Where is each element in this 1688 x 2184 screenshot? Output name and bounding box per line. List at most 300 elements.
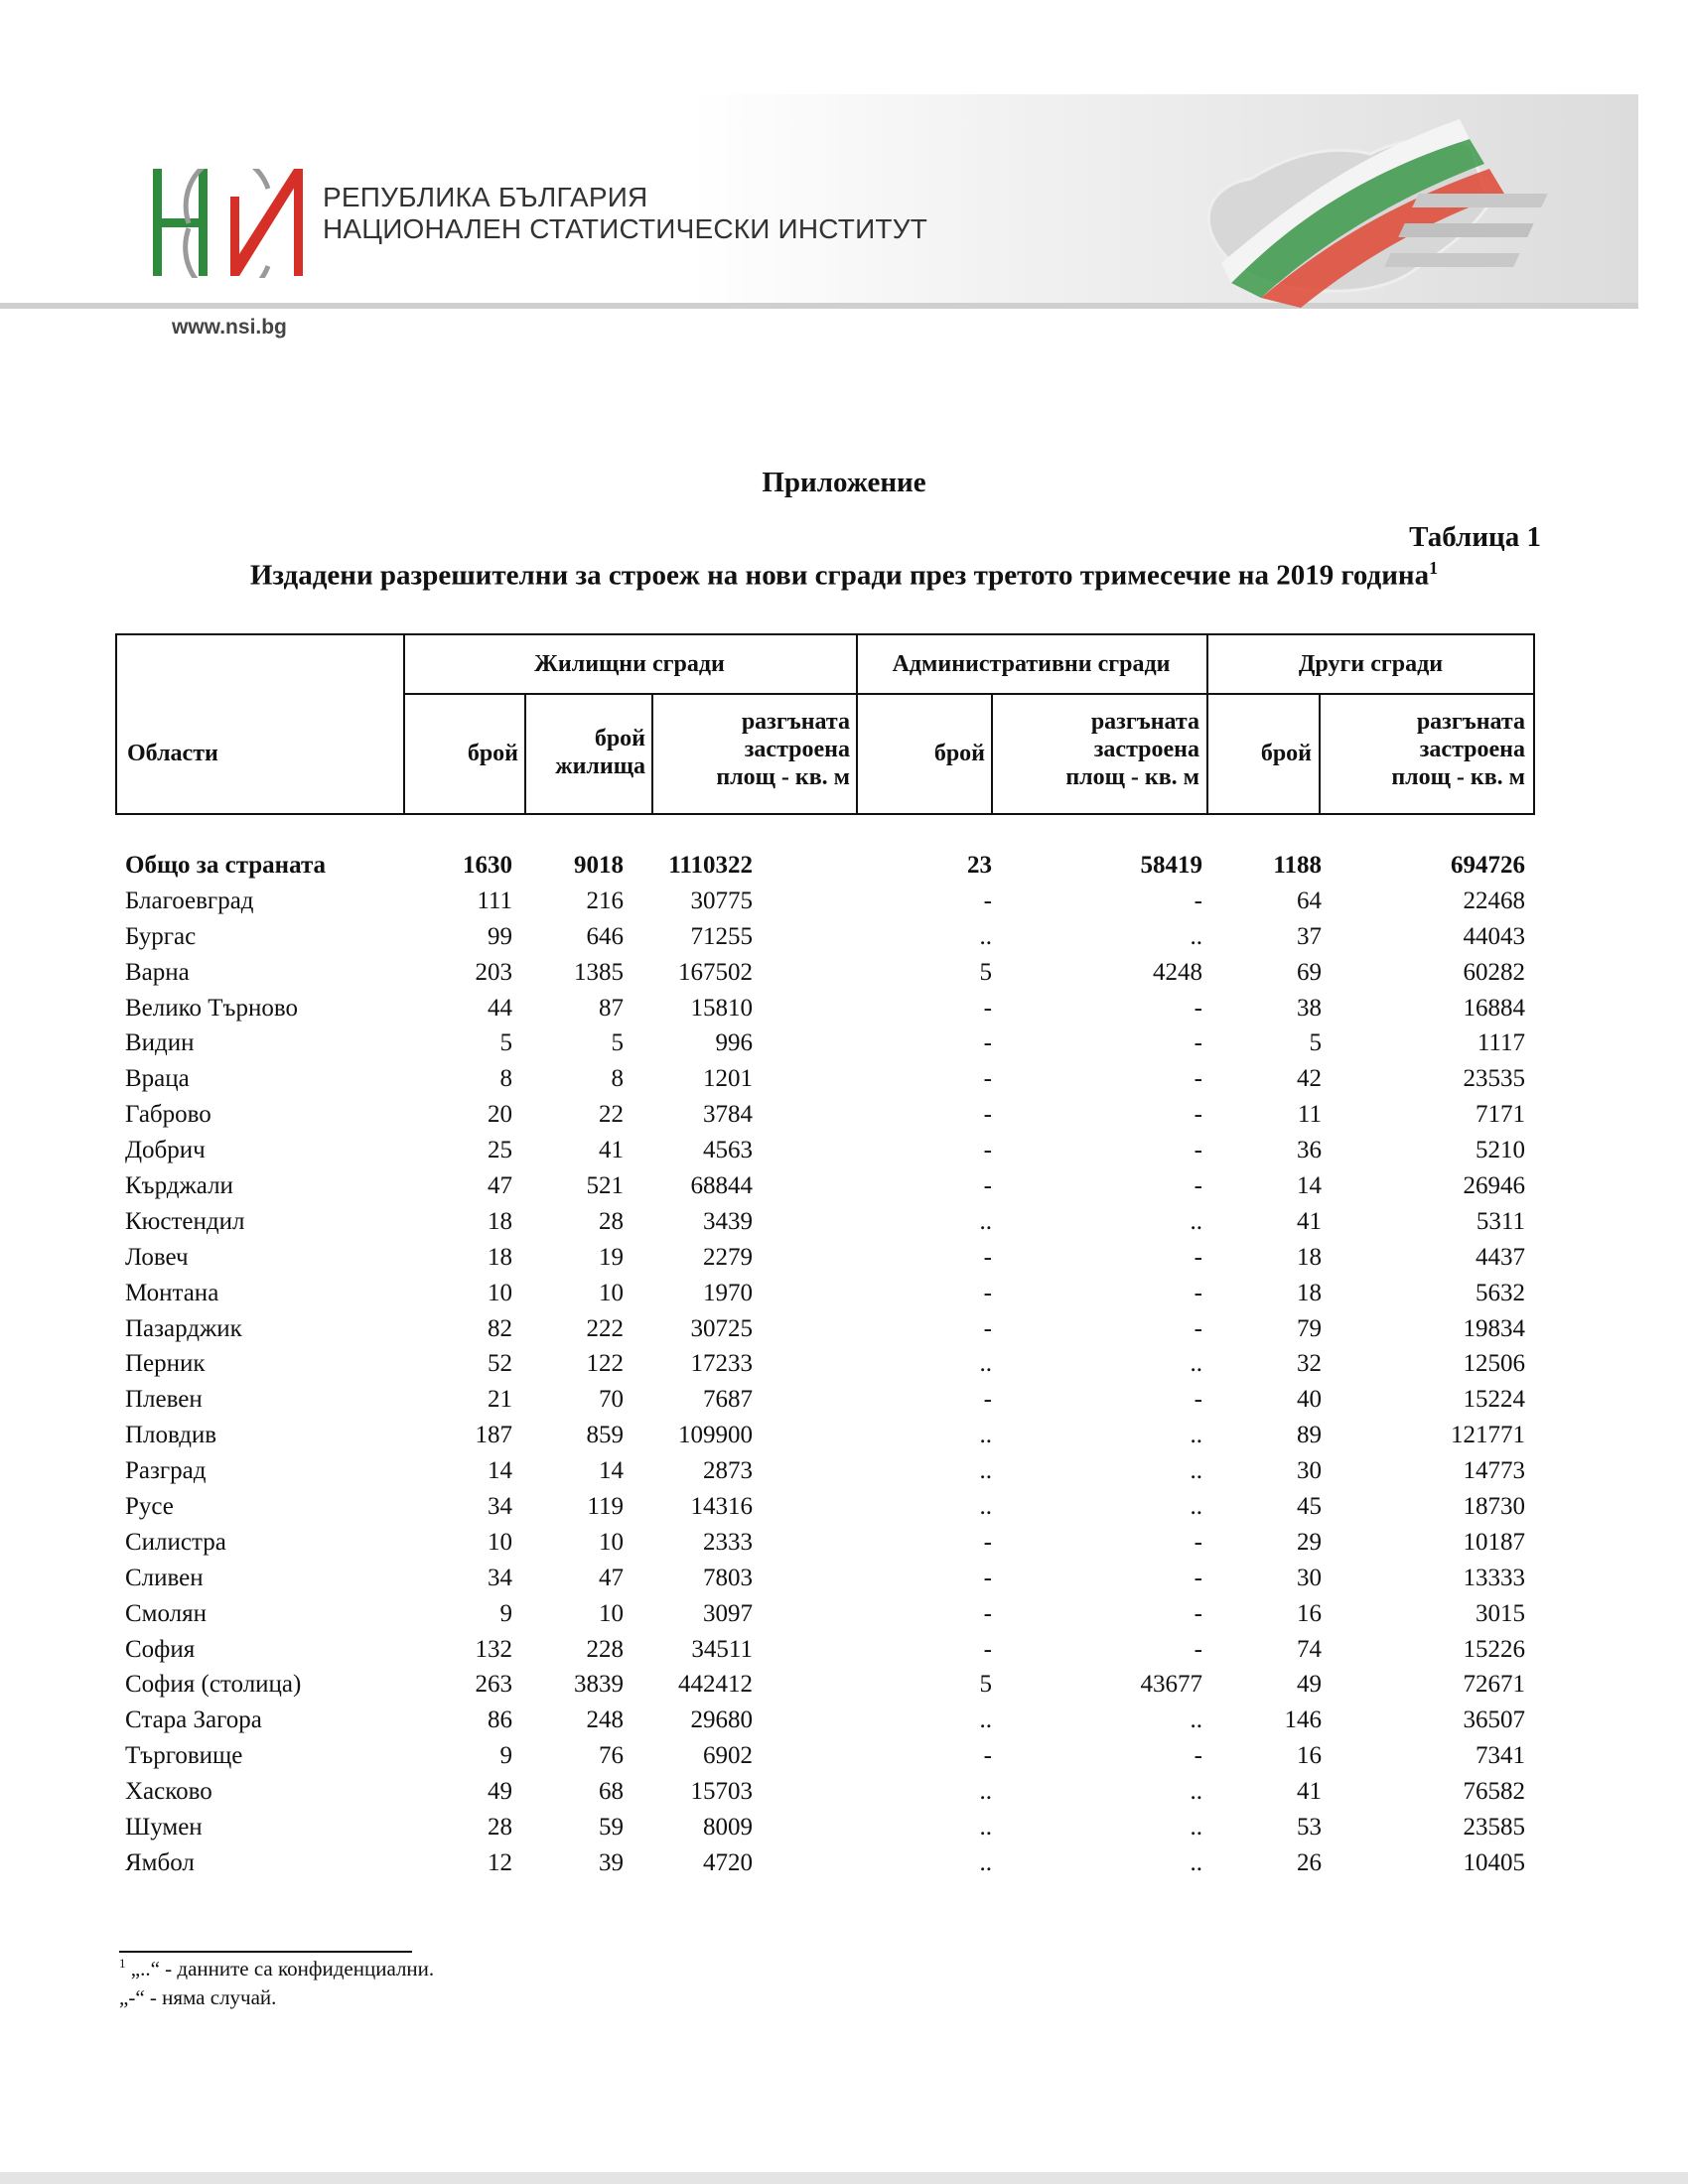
cell-region: Благоевград <box>125 887 254 914</box>
cell-oth-area: 1117 <box>1477 1029 1525 1057</box>
cell-res-count: 132 <box>475 1635 512 1663</box>
cell-oth-area: 5210 <box>1476 1137 1525 1164</box>
cell-oth-area: 694726 <box>1451 852 1525 879</box>
cell-region: Търговище <box>125 1742 243 1770</box>
cell-adm-count: - <box>983 887 992 914</box>
cell-res-count: 111 <box>477 887 512 914</box>
cell-oth-area: 7341 <box>1476 1742 1525 1770</box>
cell-adm-count: .. <box>979 1493 992 1521</box>
footnote-1 <box>119 1956 434 1981</box>
table-row <box>115 1346 1535 1382</box>
cell-adm-count: - <box>983 1386 992 1414</box>
cell-adm-area: .. <box>1190 1457 1202 1485</box>
cell-res-count: 49 <box>488 1778 512 1806</box>
cell-res-dwellings: 47 <box>599 1564 624 1591</box>
cell-oth-count: 40 <box>1297 1386 1322 1414</box>
cell-adm-area: - <box>1194 1172 1202 1200</box>
cell-res-dwellings: 59 <box>599 1814 624 1842</box>
cell-res-area: 3439 <box>703 1207 753 1235</box>
header-oth-area-line2: застроена <box>1419 737 1525 762</box>
cell-adm-count: .. <box>979 1778 992 1806</box>
footnote-2: „-“ - няма случай. <box>119 1985 277 2009</box>
cell-adm-area: 58419 <box>1140 852 1202 879</box>
cell-res-count: 52 <box>488 1350 512 1378</box>
cell-region: Видин <box>125 1029 195 1057</box>
cell-region: Общо за страната <box>125 852 327 879</box>
cell-res-count: 25 <box>488 1137 512 1164</box>
cell-region: Перник <box>125 1350 206 1378</box>
table-title-footnote-mark: 1 <box>1429 558 1439 578</box>
cell-region: София (столица) <box>125 1671 302 1699</box>
cell-res-dwellings: 646 <box>586 922 624 950</box>
header-adm-area <box>991 708 1199 791</box>
cell-res-area: 3784 <box>703 1101 753 1129</box>
cell-oth-count: 69 <box>1297 958 1322 986</box>
cell-oth-count: 16 <box>1297 1742 1322 1770</box>
cell-res-area: 34511 <box>691 1635 753 1663</box>
cell-oth-area: 12506 <box>1463 1350 1525 1378</box>
cell-oth-count: 1188 <box>1273 852 1322 879</box>
cell-oth-count: 53 <box>1297 1814 1322 1842</box>
table-row <box>115 1703 1535 1738</box>
cell-region: Бургас <box>125 922 197 950</box>
cell-oth-count: 79 <box>1297 1314 1322 1342</box>
cell-oth-area: 26946 <box>1463 1172 1525 1200</box>
cell-oth-count: 11 <box>1297 1101 1322 1129</box>
table-row <box>115 884 1535 919</box>
cell-region: Плевен <box>125 1386 203 1414</box>
cell-res-count: 1630 <box>463 852 512 879</box>
cell-res-dwellings: 119 <box>587 1493 624 1521</box>
cell-res-dwellings: 859 <box>586 1422 624 1449</box>
table-row <box>115 1453 1535 1489</box>
cell-adm-area: 4248 <box>1153 958 1202 986</box>
cell-res-dwellings: 70 <box>599 1386 624 1414</box>
cell-region: София <box>125 1635 196 1663</box>
cell-oth-count: 64 <box>1297 887 1322 914</box>
cell-adm-area: - <box>1194 1065 1202 1093</box>
cell-res-area: 6902 <box>703 1742 753 1770</box>
cell-oth-area: 121771 <box>1451 1422 1525 1449</box>
cell-region: Габрово <box>125 1101 211 1129</box>
cell-oth-area: 18730 <box>1463 1493 1525 1521</box>
cell-adm-area: .. <box>1190 1778 1202 1806</box>
cell-adm-count: - <box>983 1065 992 1093</box>
cell-oth-count: 41 <box>1297 1778 1322 1806</box>
header-res-dwellings <box>524 725 645 780</box>
table-row <box>115 1489 1535 1525</box>
cell-adm-area: - <box>1194 1101 1202 1129</box>
header-adm-area-line1: разгъната <box>1090 709 1199 735</box>
cell-region: Велико Търново <box>125 994 298 1022</box>
cell-res-dwellings: 39 <box>599 1848 624 1876</box>
cell-oth-count: 38 <box>1297 994 1322 1022</box>
cell-adm-area: - <box>1194 1599 1202 1627</box>
cell-adm-count: - <box>983 1564 992 1591</box>
cell-adm-count: .. <box>979 1207 992 1235</box>
cell-oth-count: 5 <box>1309 1029 1322 1057</box>
cell-res-area: 71255 <box>690 922 753 950</box>
cell-oth-area: 15224 <box>1463 1386 1525 1414</box>
cell-res-count: 187 <box>475 1422 512 1449</box>
cell-res-count: 14 <box>488 1457 512 1485</box>
cell-adm-area: .. <box>1190 1422 1202 1449</box>
table-row <box>115 1667 1535 1703</box>
cell-adm-count: - <box>983 1314 992 1342</box>
cell-adm-area: 43677 <box>1140 1671 1202 1699</box>
footnote-1-text: „..“ - данните са конфиденциални. <box>130 1957 435 1980</box>
cell-res-area: 30775 <box>690 887 753 914</box>
nsi-logo-icon <box>149 169 318 278</box>
table-row <box>115 1632 1535 1668</box>
header-group-other: Други сгради <box>1298 651 1444 677</box>
table-row <box>115 1774 1535 1810</box>
cell-res-area: 17233 <box>690 1350 753 1378</box>
table-row <box>115 1061 1535 1097</box>
cell-oth-area: 22468 <box>1463 887 1525 914</box>
cell-adm-count: .. <box>979 1706 992 1734</box>
header-oth-area-line1: разгъната <box>1416 709 1525 735</box>
cell-res-count: 9 <box>499 1742 512 1770</box>
cell-res-count: 21 <box>488 1386 512 1414</box>
cell-region: Ямбол <box>125 1848 195 1876</box>
header-oth-count: брой <box>1260 741 1312 766</box>
cell-res-dwellings: 9018 <box>574 852 624 879</box>
cell-adm-area: .. <box>1190 1493 1202 1521</box>
cell-oth-count: 45 <box>1297 1493 1322 1521</box>
table-body <box>115 848 1535 1881</box>
table-row <box>115 1382 1535 1418</box>
cell-adm-count: .. <box>979 1814 992 1842</box>
table-row <box>115 1596 1535 1632</box>
cell-oth-count: 32 <box>1297 1350 1322 1378</box>
cell-adm-area: - <box>1194 1029 1202 1057</box>
cell-adm-area: - <box>1194 1564 1202 1591</box>
cell-oth-area: 13333 <box>1463 1564 1525 1591</box>
cell-adm-count: 5 <box>979 958 992 986</box>
header-res-area-line2: застроена <box>744 737 850 762</box>
cell-adm-area: - <box>1194 887 1202 914</box>
table-row <box>115 991 1535 1026</box>
cell-oth-count: 74 <box>1297 1635 1322 1663</box>
cell-region: Варна <box>125 958 190 986</box>
cell-region: Добрич <box>125 1137 206 1164</box>
cell-oth-area: 23585 <box>1463 1814 1525 1842</box>
cell-region: Сливен <box>125 1564 204 1591</box>
cell-adm-count: - <box>983 1137 992 1164</box>
header-oth-area <box>1319 708 1525 791</box>
cell-adm-count: 23 <box>967 852 992 879</box>
cell-res-dwellings: 3839 <box>574 1671 624 1699</box>
cell-region: Пловдив <box>125 1422 217 1449</box>
cell-res-count: 12 <box>488 1848 512 1876</box>
table-row <box>115 1168 1535 1204</box>
cell-res-area: 2333 <box>703 1528 753 1556</box>
table-title <box>0 558 1688 593</box>
table-row <box>115 1133 1535 1168</box>
cell-res-dwellings: 248 <box>586 1706 624 1734</box>
cell-adm-count: - <box>983 1279 992 1306</box>
cell-oth-area: 4437 <box>1476 1243 1525 1271</box>
cell-res-count: 10 <box>488 1279 512 1306</box>
table-title-text: Издадени разрешителни за строеж на нови сгради през третото тримесечие на 2019 година <box>249 559 1430 592</box>
cell-oth-count: 49 <box>1297 1671 1322 1699</box>
cell-adm-area: .. <box>1190 1207 1202 1235</box>
cell-res-count: 34 <box>488 1564 512 1591</box>
cell-res-dwellings: 14 <box>599 1457 624 1485</box>
bulgaria-map-icon <box>1142 84 1638 313</box>
cell-res-dwellings: 10 <box>599 1528 624 1556</box>
cell-oth-count: 146 <box>1284 1706 1322 1734</box>
cell-adm-area: - <box>1194 1635 1202 1663</box>
cell-res-area: 4563 <box>703 1137 753 1164</box>
cell-res-count: 82 <box>488 1314 512 1342</box>
cell-region: Силистра <box>125 1528 226 1556</box>
cell-res-area: 167502 <box>678 958 753 986</box>
cell-oth-count: 41 <box>1297 1207 1322 1235</box>
cell-oth-area: 23535 <box>1463 1065 1525 1093</box>
cell-res-dwellings: 216 <box>586 887 624 914</box>
cell-adm-area: - <box>1194 1243 1202 1271</box>
cell-oth-area: 5632 <box>1476 1279 1525 1306</box>
cell-res-area: 1201 <box>703 1065 753 1093</box>
table-row <box>115 1561 1535 1596</box>
organization-name <box>323 182 927 245</box>
cell-res-area: 109900 <box>678 1422 753 1449</box>
cell-oth-count: 18 <box>1297 1243 1322 1271</box>
cell-res-dwellings: 5 <box>611 1029 624 1057</box>
cell-oth-area: 15226 <box>1463 1635 1525 1663</box>
table-row <box>115 1025 1535 1061</box>
cell-res-area: 1970 <box>703 1279 753 1306</box>
cell-res-area: 7687 <box>703 1386 753 1414</box>
cell-res-dwellings: 41 <box>599 1137 624 1164</box>
cell-region: Пазарджик <box>125 1314 242 1342</box>
header-group-administrative: Административни сгради <box>892 651 1171 677</box>
cell-region: Хасково <box>125 1778 212 1806</box>
table-row-total <box>115 848 1535 884</box>
table-row <box>115 1240 1535 1276</box>
cell-res-dwellings: 22 <box>599 1101 624 1129</box>
table-row <box>115 1311 1535 1347</box>
cell-res-dwellings: 228 <box>586 1635 624 1663</box>
cell-adm-count: - <box>983 1599 992 1627</box>
cell-res-area: 442412 <box>678 1671 753 1699</box>
header-res-area-line3: площ - кв. м <box>716 764 850 790</box>
cell-adm-area: - <box>1194 1279 1202 1306</box>
cell-adm-count: 5 <box>979 1671 992 1699</box>
cell-res-count: 9 <box>499 1599 512 1627</box>
cell-res-count: 5 <box>499 1029 512 1057</box>
cell-adm-area: - <box>1194 1137 1202 1164</box>
org-line-1: РЕПУБЛИКА БЪЛГАРИЯ <box>323 182 648 212</box>
header-oth-area-line3: площ - кв. м <box>1391 764 1525 790</box>
table-row <box>115 1738 1535 1774</box>
cell-res-dwellings: 68 <box>599 1778 624 1806</box>
appendix-title: Приложение <box>762 467 926 498</box>
table-row <box>115 919 1535 955</box>
cell-res-area: 2279 <box>703 1243 753 1271</box>
header-res-area-line1: разгъната <box>741 709 850 735</box>
cell-oth-count: 30 <box>1297 1457 1322 1485</box>
table-row <box>115 1418 1535 1453</box>
header-adm-count: брой <box>933 741 985 766</box>
cell-oth-area: 16884 <box>1463 994 1525 1022</box>
cell-region: Кърджали <box>125 1172 233 1200</box>
cell-oth-count: 42 <box>1297 1065 1322 1093</box>
cell-res-area: 8009 <box>703 1814 753 1842</box>
cell-region: Кюстендил <box>125 1207 245 1235</box>
cell-res-count: 8 <box>499 1065 512 1093</box>
header-adm-area-line2: застроена <box>1093 737 1199 762</box>
org-line-2: НАЦИОНАЛЕН СТАТИСТИЧЕСКИ ИНСТИТУТ <box>323 213 928 244</box>
cell-oth-area: 19834 <box>1463 1314 1525 1342</box>
cell-oth-count: 37 <box>1297 922 1322 950</box>
cell-res-dwellings: 10 <box>599 1599 624 1627</box>
cell-adm-area: - <box>1194 994 1202 1022</box>
cell-res-dwellings: 10 <box>599 1279 624 1306</box>
cell-adm-count: - <box>983 1635 992 1663</box>
cell-oth-count: 89 <box>1297 1422 1322 1449</box>
table-row <box>115 1276 1535 1311</box>
cell-adm-area: - <box>1194 1386 1202 1414</box>
cell-oth-count: 36 <box>1297 1137 1322 1164</box>
cell-res-area: 3097 <box>703 1599 753 1627</box>
cell-oth-area: 72671 <box>1463 1671 1525 1699</box>
header-adm-area-line3: площ - кв. м <box>1065 764 1199 790</box>
table-row <box>115 1097 1535 1133</box>
cell-adm-area: - <box>1194 1528 1202 1556</box>
cell-oth-count: 14 <box>1297 1172 1322 1200</box>
cell-res-area: 14316 <box>690 1493 753 1521</box>
cell-oth-area: 10187 <box>1463 1528 1525 1556</box>
cell-res-area: 15810 <box>690 994 753 1022</box>
cell-res-dwellings: 28 <box>599 1207 624 1235</box>
cell-region: Стара Загора <box>125 1706 262 1734</box>
cell-region: Разград <box>125 1457 207 1485</box>
cell-oth-count: 18 <box>1297 1279 1322 1306</box>
cell-res-count: 18 <box>488 1243 512 1271</box>
cell-oth-area: 36507 <box>1463 1706 1525 1734</box>
cell-res-count: 86 <box>488 1706 512 1734</box>
cell-res-count: 28 <box>488 1814 512 1842</box>
cell-res-area: 29680 <box>690 1706 753 1734</box>
cell-adm-area: .. <box>1190 1706 1202 1734</box>
table-row <box>115 1525 1535 1561</box>
cell-oth-count: 29 <box>1297 1528 1322 1556</box>
header-res-area <box>651 708 850 791</box>
table-number: Таблица 1 <box>1409 521 1541 553</box>
table-row <box>115 1845 1535 1881</box>
cell-res-count: 44 <box>488 994 512 1022</box>
cell-oth-count: 30 <box>1297 1564 1322 1591</box>
cell-region: Русе <box>125 1493 174 1521</box>
cell-adm-count: - <box>983 1172 992 1200</box>
cell-region: Монтана <box>125 1279 219 1306</box>
cell-res-dwellings: 87 <box>599 994 624 1022</box>
cell-adm-count: .. <box>979 922 992 950</box>
cell-res-dwellings: 222 <box>586 1314 624 1342</box>
cell-res-dwellings: 8 <box>611 1065 624 1093</box>
cell-oth-area: 10405 <box>1463 1848 1525 1876</box>
cell-region: Шумен <box>125 1814 203 1842</box>
cell-res-count: 263 <box>475 1671 512 1699</box>
cell-adm-area: - <box>1194 1742 1202 1770</box>
cell-res-area: 4720 <box>703 1848 753 1876</box>
cell-adm-area: .. <box>1190 922 1202 950</box>
cell-oth-count: 16 <box>1297 1599 1322 1627</box>
cell-adm-count: .. <box>979 1457 992 1485</box>
table-row <box>115 1204 1535 1240</box>
table-header <box>115 633 1535 815</box>
cell-adm-area: .. <box>1190 1848 1202 1876</box>
cell-region: Враца <box>125 1065 190 1093</box>
cell-res-area: 7803 <box>703 1564 753 1591</box>
table-row <box>115 955 1535 991</box>
cell-res-count: 47 <box>488 1172 512 1200</box>
cell-res-dwellings: 1385 <box>574 958 624 986</box>
header-group-residential: Жилищни сгради <box>534 651 725 677</box>
cell-adm-count: .. <box>979 1350 992 1378</box>
cell-res-dwellings: 521 <box>586 1172 624 1200</box>
cell-res-area: 68844 <box>690 1172 753 1200</box>
cell-region: Смолян <box>125 1599 208 1627</box>
cell-res-area: 2873 <box>703 1457 753 1485</box>
cell-adm-count: - <box>983 1243 992 1271</box>
cell-oth-area: 7171 <box>1476 1101 1525 1129</box>
cell-adm-count: - <box>983 994 992 1022</box>
cell-res-count: 203 <box>475 958 512 986</box>
cell-res-dwellings: 122 <box>586 1350 624 1378</box>
cell-res-dwellings: 19 <box>599 1243 624 1271</box>
cell-oth-count: 26 <box>1297 1848 1322 1876</box>
table-row <box>115 1810 1535 1845</box>
cell-region: Ловеч <box>125 1243 189 1271</box>
cell-adm-area: .. <box>1190 1350 1202 1378</box>
cell-res-count: 20 <box>488 1101 512 1129</box>
cell-oth-area: 5311 <box>1476 1207 1525 1235</box>
cell-res-count: 18 <box>488 1207 512 1235</box>
cell-oth-area: 44043 <box>1463 922 1525 950</box>
header-res-dwellings-line1: брой <box>594 726 645 751</box>
cell-res-count: 99 <box>488 922 512 950</box>
cell-res-count: 34 <box>488 1493 512 1521</box>
cell-adm-count: - <box>983 1101 992 1129</box>
cell-adm-area: - <box>1194 1314 1202 1342</box>
page-bottom-bar <box>0 2172 1688 2184</box>
footnote-mark: 1 <box>119 1956 126 1971</box>
website-link[interactable]: www.nsi.bg <box>172 316 287 339</box>
cell-adm-count: - <box>983 1029 992 1057</box>
cell-res-area: 1110322 <box>668 852 753 879</box>
header-res-count: брой <box>467 741 518 766</box>
cell-res-dwellings: 76 <box>599 1742 624 1770</box>
cell-adm-count: - <box>983 1742 992 1770</box>
cell-oth-area: 3015 <box>1476 1599 1525 1627</box>
cell-oth-area: 14773 <box>1463 1457 1525 1485</box>
cell-oth-area: 60282 <box>1463 958 1525 986</box>
cell-adm-area: .. <box>1190 1814 1202 1842</box>
cell-res-area: 15703 <box>690 1778 753 1806</box>
cell-res-count: 10 <box>488 1528 512 1556</box>
header-regions: Области <box>127 741 218 766</box>
cell-adm-count: - <box>983 1528 992 1556</box>
cell-adm-count: .. <box>979 1422 992 1449</box>
cell-res-area: 996 <box>715 1029 753 1057</box>
header-res-dwellings-line2: жилища <box>555 753 645 779</box>
cell-adm-count: .. <box>979 1848 992 1876</box>
cell-oth-area: 76582 <box>1463 1778 1525 1806</box>
